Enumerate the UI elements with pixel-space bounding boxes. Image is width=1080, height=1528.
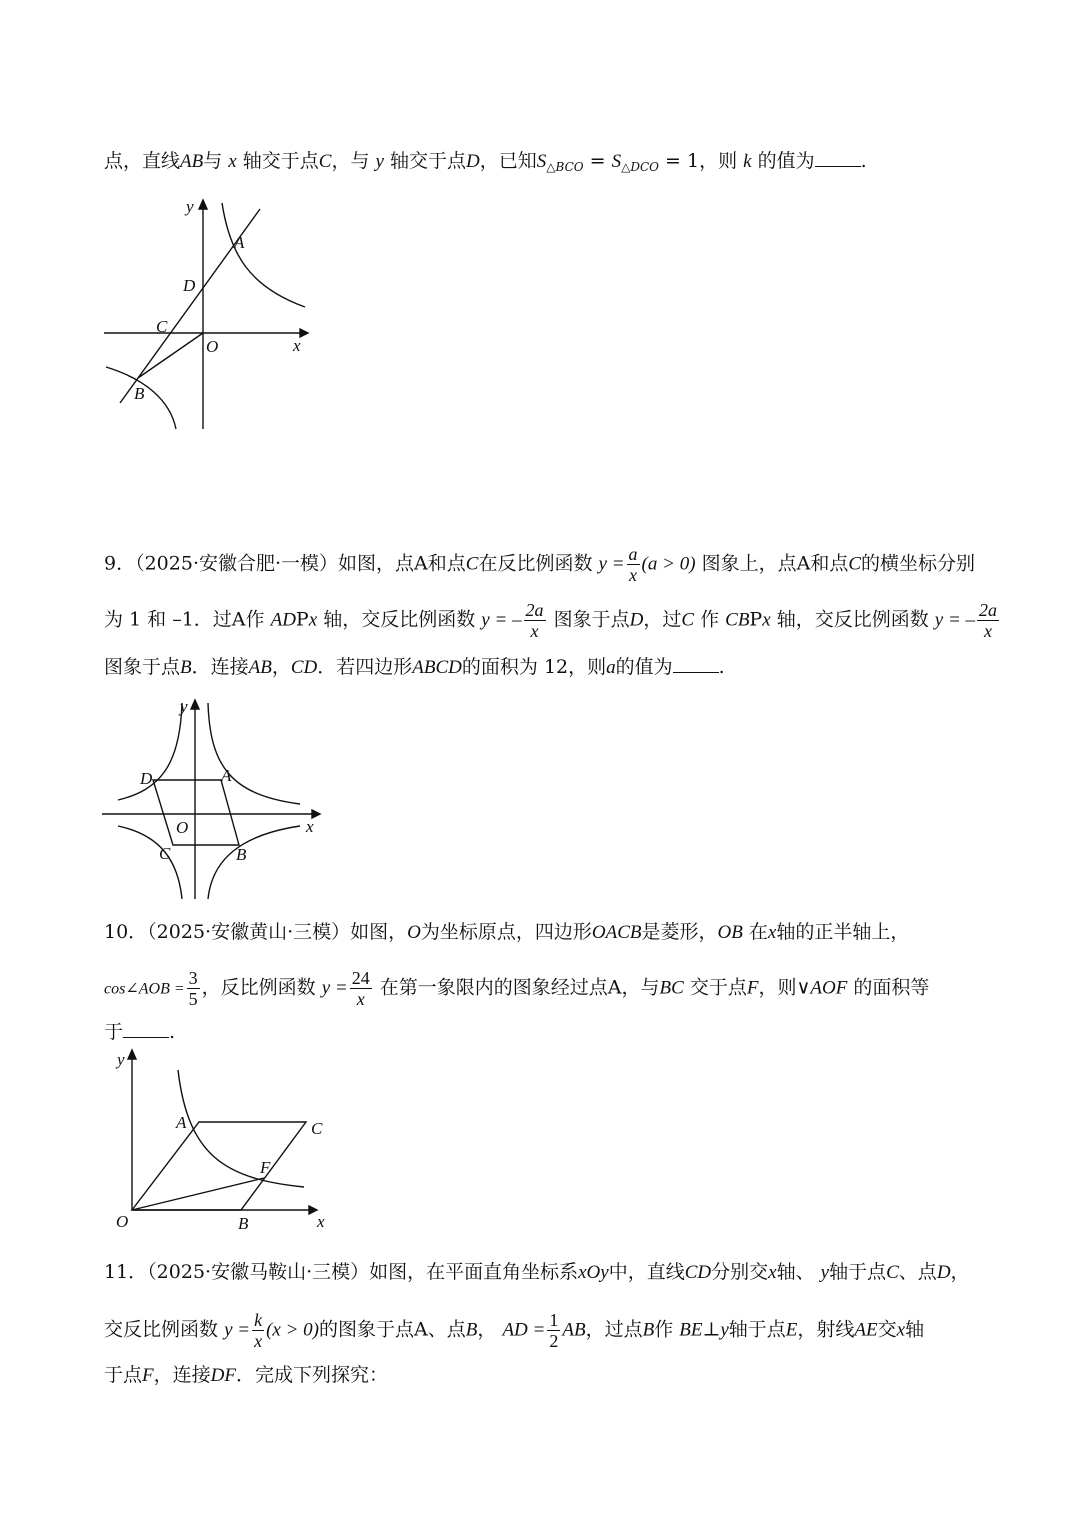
math-func: y = bbox=[321, 977, 348, 999]
text: 分别交 bbox=[711, 1261, 769, 1283]
frac-num: 3 bbox=[188, 968, 198, 988]
quadrilateral-abcd bbox=[153, 780, 239, 845]
answer-blank bbox=[123, 1019, 169, 1038]
text: . bbox=[860, 150, 867, 172]
frac-den: x bbox=[629, 565, 638, 585]
label-d: D bbox=[140, 769, 153, 788]
text: 9．（2025·安徽合肥·一模）如图，点 bbox=[104, 552, 415, 575]
math-c: C bbox=[848, 553, 862, 575]
frac-den: x bbox=[254, 1331, 263, 1351]
frac-num: 2a bbox=[979, 600, 998, 620]
math-s: S bbox=[536, 151, 547, 172]
fraction bbox=[524, 600, 546, 641]
hyperbola-branch-q1 bbox=[222, 203, 305, 307]
math-ab: AB bbox=[562, 1319, 586, 1341]
math-b: B bbox=[642, 1319, 655, 1341]
math-eq: = bbox=[589, 150, 606, 172]
label-x: x bbox=[317, 1212, 325, 1231]
math-bc: BC bbox=[659, 977, 684, 999]
frac-den: x bbox=[356, 989, 365, 1009]
text: 的值为 bbox=[757, 150, 815, 172]
problem-11-line-1 bbox=[104, 1260, 970, 1285]
math-y: y bbox=[375, 151, 384, 172]
frac-num: 2a bbox=[525, 600, 544, 620]
math-ab: AB bbox=[180, 151, 204, 172]
label-y: y bbox=[186, 197, 194, 216]
text: ，则 bbox=[758, 976, 797, 999]
math-d: D bbox=[466, 151, 480, 172]
label-d: D bbox=[183, 276, 196, 295]
problem-10-line-3 bbox=[104, 1019, 175, 1044]
math-a-point: A bbox=[796, 552, 811, 575]
text: 在反比例函数 bbox=[478, 552, 593, 575]
label-y: y bbox=[117, 1050, 125, 1069]
text: 为 1 和 –1．过 bbox=[104, 608, 232, 631]
label-x: x bbox=[293, 336, 301, 355]
label-c: C bbox=[156, 317, 168, 336]
text: 作 bbox=[245, 608, 265, 631]
text: 轴于点 bbox=[728, 1318, 786, 1341]
problem-8-text bbox=[104, 148, 867, 179]
math-d: D bbox=[936, 1262, 951, 1283]
text: ，与 bbox=[621, 976, 660, 999]
text: 交 bbox=[877, 1318, 897, 1341]
answer-blank bbox=[815, 148, 861, 167]
fraction bbox=[187, 968, 200, 1009]
math-ad: AD = bbox=[502, 1319, 546, 1341]
math-eq: = 1 bbox=[665, 150, 700, 172]
text: 点，直线 bbox=[104, 150, 181, 172]
text: ，则 bbox=[699, 150, 738, 172]
math-k: k bbox=[743, 151, 752, 172]
text: 在第一象限内的图象经过点 bbox=[379, 976, 608, 999]
math-b: B bbox=[180, 657, 192, 678]
text: ，与 bbox=[331, 150, 370, 172]
text: 于点 bbox=[104, 1364, 143, 1386]
answer-blank bbox=[673, 654, 719, 673]
text: 轴的正半轴上， bbox=[776, 921, 910, 943]
label-a: A bbox=[176, 1113, 187, 1132]
label-a: A bbox=[221, 766, 232, 785]
text: 作 bbox=[700, 608, 720, 631]
math-x: x bbox=[767, 922, 777, 943]
math-c: C bbox=[886, 1262, 899, 1283]
label-f: F bbox=[260, 1158, 271, 1177]
math-be-perp-y: BE⊥y bbox=[679, 1319, 729, 1341]
math-x: x bbox=[896, 1319, 906, 1341]
label-b: B bbox=[236, 845, 247, 864]
text: 于 bbox=[104, 1021, 124, 1043]
frac-den: 5 bbox=[188, 989, 198, 1009]
text: 交于点 bbox=[689, 976, 747, 999]
text: 轴，交反比例函数 bbox=[323, 608, 476, 631]
math-f: F bbox=[746, 977, 759, 999]
math-x: x bbox=[308, 609, 318, 631]
math-s: S bbox=[611, 151, 622, 172]
curve-q1 bbox=[208, 703, 300, 804]
label-o: O bbox=[206, 337, 219, 356]
text: 轴、 bbox=[776, 1261, 815, 1283]
text: 轴 bbox=[905, 1318, 925, 1341]
subscript: △BCO bbox=[546, 160, 584, 174]
math-a-point: A bbox=[231, 608, 246, 631]
text: ，连接 bbox=[153, 1364, 211, 1386]
frac-num: 1 bbox=[549, 1310, 559, 1330]
math-cd: CD bbox=[684, 1262, 712, 1283]
text: 的值为 bbox=[615, 656, 673, 678]
text: . bbox=[169, 1021, 176, 1043]
math-cos: cos∠AOB = bbox=[104, 980, 185, 998]
math-parallel: P bbox=[749, 608, 763, 631]
frac-num: 24 bbox=[351, 968, 370, 988]
fraction bbox=[547, 1310, 560, 1351]
text: 作 bbox=[654, 1318, 674, 1341]
text: ，射线 bbox=[797, 1318, 855, 1341]
rhombus-oacb bbox=[132, 1122, 306, 1210]
math-b: B bbox=[465, 1319, 478, 1341]
text: 的图象于点 bbox=[319, 1318, 415, 1341]
frac-den: 2 bbox=[549, 1331, 559, 1351]
text: 轴交于点 bbox=[390, 150, 467, 172]
curve-q3 bbox=[118, 826, 182, 899]
frac-den: x bbox=[530, 621, 539, 641]
curve-q4 bbox=[208, 826, 300, 899]
text: 交反比例函数 bbox=[104, 1318, 219, 1341]
text: 、点 bbox=[898, 1261, 937, 1283]
fraction bbox=[350, 968, 372, 1009]
text: 为坐标原点，四边形 bbox=[420, 921, 592, 943]
text: 和点 bbox=[427, 552, 466, 575]
math-cd: CD bbox=[290, 657, 318, 678]
text: ，过点 bbox=[585, 1318, 643, 1341]
frac-den: x bbox=[984, 621, 993, 641]
text: 轴于点 bbox=[829, 1261, 887, 1283]
text: 轴，交反比例函数 bbox=[776, 608, 929, 631]
label-c: C bbox=[159, 844, 171, 863]
math-ae: AE bbox=[854, 1319, 878, 1341]
text: . bbox=[718, 656, 725, 678]
frac-num: a bbox=[628, 544, 638, 564]
problem-10-line-1 bbox=[104, 920, 909, 945]
text: ．连接 bbox=[191, 656, 249, 678]
math-func: y = bbox=[598, 553, 625, 575]
math-c: C bbox=[681, 609, 695, 631]
math-o: O bbox=[407, 922, 421, 943]
y-axis-arrow bbox=[191, 700, 199, 709]
text: 10．（2025·安徽黄山·三模）如图， bbox=[104, 921, 408, 943]
hyperbola-24-over-x bbox=[178, 1070, 304, 1187]
math-f: F bbox=[142, 1365, 154, 1386]
text: 11．（2025·安徽马鞍山·三模）如图，在平面直角坐标系 bbox=[104, 1261, 579, 1283]
math-aof: ∨AOF bbox=[796, 977, 848, 999]
y-axis-arrow bbox=[199, 200, 207, 209]
text: ， bbox=[950, 1261, 970, 1283]
problem-10-line-2 bbox=[104, 968, 929, 1009]
x-axis-arrow bbox=[309, 1206, 317, 1214]
math-x: x bbox=[768, 1262, 777, 1283]
math-xoy: xOy bbox=[578, 1262, 609, 1283]
math-df: DF bbox=[210, 1365, 236, 1386]
label-o: O bbox=[176, 818, 189, 837]
math-a-point: A bbox=[414, 1318, 428, 1341]
fraction bbox=[977, 600, 999, 641]
x-axis-arrow bbox=[300, 329, 308, 337]
text: ，过 bbox=[643, 608, 682, 631]
math-c: C bbox=[465, 553, 479, 575]
figure-9 bbox=[100, 695, 330, 905]
math-a-point: A bbox=[607, 976, 622, 999]
math-cond: (x > 0) bbox=[266, 1319, 319, 1341]
math-ab: AB bbox=[248, 657, 272, 678]
math-a-point: A bbox=[414, 552, 428, 575]
math-cond: (a > 0) bbox=[641, 553, 696, 575]
math-x: x bbox=[228, 151, 237, 172]
text: 是菱形， bbox=[641, 921, 718, 943]
text: 的面积为 12，则 bbox=[461, 656, 607, 678]
label-b: B bbox=[134, 384, 145, 403]
problem-9-line-1 bbox=[104, 544, 975, 585]
text: ，已知 bbox=[479, 150, 537, 172]
y-axis-arrow bbox=[128, 1050, 136, 1059]
text: 与 bbox=[203, 150, 223, 172]
text: 图象上，点 bbox=[701, 552, 797, 575]
label-b: B bbox=[238, 1214, 249, 1233]
text: ．完成下列探究： bbox=[235, 1364, 388, 1386]
problem-11-line-2 bbox=[104, 1310, 924, 1351]
math-c: C bbox=[318, 151, 332, 172]
text: 轴交于点 bbox=[242, 150, 319, 172]
problem-9-line-2 bbox=[104, 600, 1001, 641]
segment-ob bbox=[138, 333, 203, 378]
text: ， bbox=[477, 1318, 497, 1341]
math-func: y = – bbox=[481, 609, 522, 631]
label-a: A bbox=[234, 233, 245, 252]
text: ．若四边形 bbox=[317, 656, 413, 678]
label-c: C bbox=[311, 1119, 323, 1138]
figure-10 bbox=[104, 1045, 344, 1235]
problem-11-line-3 bbox=[104, 1363, 388, 1388]
math-a: a bbox=[606, 657, 616, 678]
label-y: y bbox=[180, 697, 188, 716]
math-oacb: OACB bbox=[591, 922, 642, 943]
text: 中，直线 bbox=[608, 1261, 685, 1283]
figure-8 bbox=[100, 195, 320, 435]
math-parallel: P bbox=[295, 608, 309, 631]
text: 、点 bbox=[427, 1318, 466, 1341]
math-x: x bbox=[762, 609, 771, 631]
text: 和点 bbox=[810, 552, 849, 575]
label-o: O bbox=[116, 1212, 129, 1231]
math-ad: AD bbox=[270, 609, 296, 631]
math-e: E bbox=[785, 1319, 798, 1341]
text: 图象于点 bbox=[553, 608, 630, 631]
text: 的面积等 bbox=[853, 976, 930, 999]
math-d: D bbox=[629, 609, 644, 631]
frac-num: k bbox=[254, 1310, 263, 1330]
fraction bbox=[627, 544, 640, 585]
subscript: △DCO bbox=[621, 160, 659, 174]
math-func: y = bbox=[224, 1319, 251, 1341]
label-x: x bbox=[306, 817, 314, 836]
problem-9-line-3 bbox=[104, 654, 725, 680]
text: ， bbox=[271, 656, 291, 678]
math-func: y = – bbox=[934, 609, 976, 631]
text: 在 bbox=[748, 921, 768, 943]
math-y: y bbox=[820, 1262, 830, 1283]
math-ob: OB bbox=[717, 922, 743, 943]
text: ，反比例函数 bbox=[201, 976, 316, 999]
fraction bbox=[252, 1310, 264, 1351]
math-cb: CB bbox=[725, 609, 750, 631]
math-abcd: ABCD bbox=[412, 657, 462, 678]
text: 图象于点 bbox=[104, 656, 181, 678]
text: 的横坐标分别 bbox=[861, 552, 976, 575]
